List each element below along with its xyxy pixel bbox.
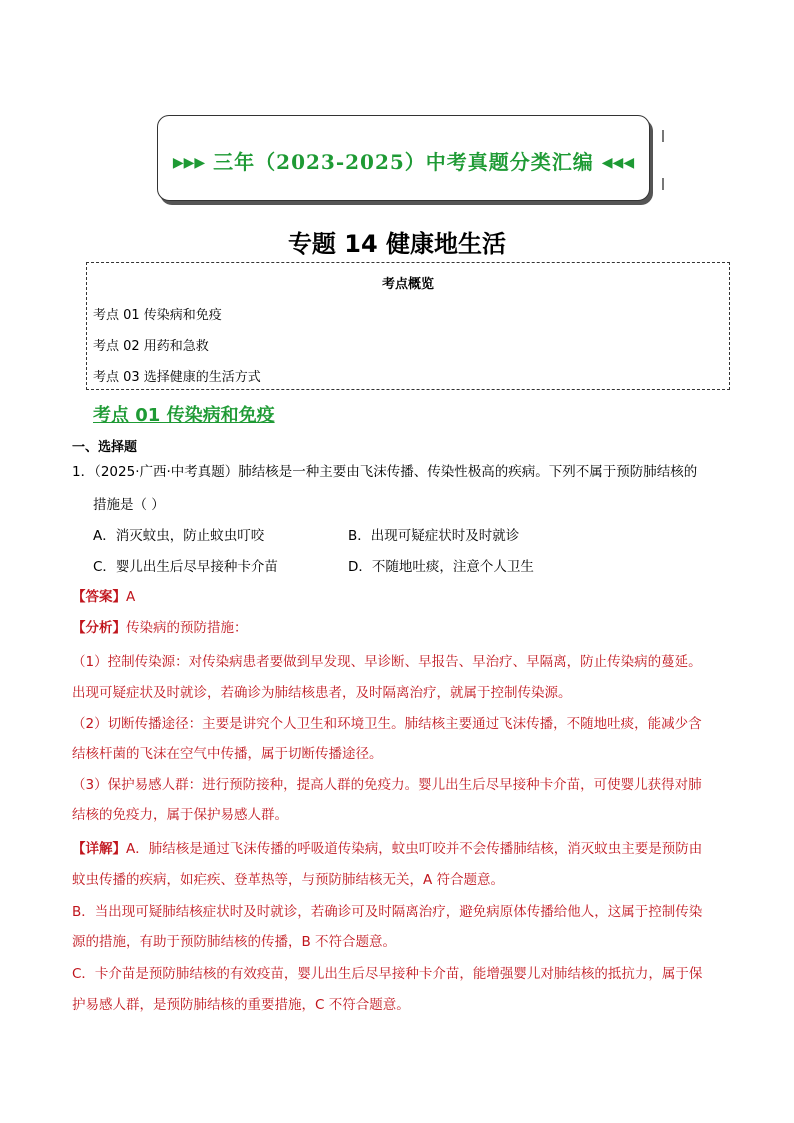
analysis-line: 出现可疑症状及时就诊，若确诊为肺结核患者，及时隔离治疗，就属于控制传染源。: [72, 685, 572, 701]
section-heading: 考点 01 传染病和免疫: [93, 405, 275, 426]
overview-title: 考点概览: [381, 277, 434, 292]
title-banner: [157, 115, 650, 201]
detail-first: A．肺结核是通过飞沫传播的呼吸道传染病，蚊虫叮咬并不会传播肺结核，消灭蚊虫主要是预防由: [126, 841, 703, 857]
detail-line: B．当出现可疑肺结核症状时及时就诊，若确诊可及时隔离治疗，避免病原体传播给他人，这属于控制传染: [72, 904, 703, 920]
option-b: B．出现可疑症状时及时就诊: [348, 528, 520, 544]
analysis-line: （3）保护易感人群：进行预防接种，提高人群的免疫力。婴儿出生后尽早接种卡介苗，可使婴儿获得对肺: [72, 777, 702, 793]
analysis-line: 结核杆菌的飞沫在空气中传播，属于切断传播途径。: [72, 746, 383, 762]
overview-item: 考点 02 用药和急救: [93, 339, 209, 354]
overview-item: 考点 01 传染病和免疫: [93, 308, 222, 323]
subheading: 一、选择题: [72, 440, 138, 455]
detail-line: C．卡介苗是预防肺结核的有效疫苗，婴儿出生后尽早接种卡介苗，能增强婴儿对肺结核的抵抗力，属于保: [72, 966, 703, 982]
question-line: 措施是（ ）: [93, 497, 165, 513]
analysis-line: 结核的免疫力，属于保护易感人群。: [72, 807, 288, 823]
detail-line: 源的措施，有助于预防肺结核的传播，B 不符合题意。: [72, 934, 397, 950]
detail-line: 蚊虫传播的疾病，如疟疾、登革热等，与预防肺结核无关，A 符合题意。: [72, 872, 505, 888]
analysis-label: 【分析】: [72, 620, 126, 636]
banner-title: 三年（2023-2025）中考真题分类汇编: [213, 150, 594, 174]
banner-edge-mark: [662, 130, 664, 142]
option-c: C．婴儿出生后尽早接种卡介苗: [93, 559, 278, 575]
banner-edge-mark: [662, 178, 664, 190]
option-d: D．不随地吐痰，注意个人卫生: [348, 559, 534, 575]
left-arrows-icon: ◀◀◀: [601, 155, 635, 171]
analysis-intro: 传染病的预防措施：: [126, 620, 248, 636]
detail-label: 【详解】: [72, 841, 126, 857]
detail-line: 护易感人群，是预防肺结核的重要措施，C 不符合题意。: [72, 997, 410, 1013]
analysis-line: （1）控制传染源：对传染病患者要做到早发现、早诊断、早报告、早治疗、早隔离，防止传染病的蔓延。: [72, 654, 702, 670]
answer-label: 【答案】: [72, 589, 126, 605]
overview-item: 考点 03 选择健康的生活方式: [93, 370, 261, 385]
question-line: 1．（2025·广西·中考真题）肺结核是一种主要由飞沫传播、传染性极高的疾病。下列不属于预防肺结核的: [72, 464, 698, 480]
overview-box: [86, 262, 730, 390]
analysis-line: （2）切断传播途径：主要是讲究个人卫生和环境卫生。肺结核主要通过飞沫传播，不随地吐痰，能减少含: [72, 716, 702, 732]
answer-line: [72, 585, 135, 605]
page-title: 专题 14 健康地生活: [287, 230, 507, 258]
option-a: A．消灭蚊虫，防止蚊虫叮咬: [93, 528, 265, 544]
right-arrows-icon: ▶▶▶: [172, 155, 206, 171]
detail-line: [72, 837, 702, 857]
answer-value: A: [126, 589, 136, 605]
analysis-line: [72, 616, 248, 636]
